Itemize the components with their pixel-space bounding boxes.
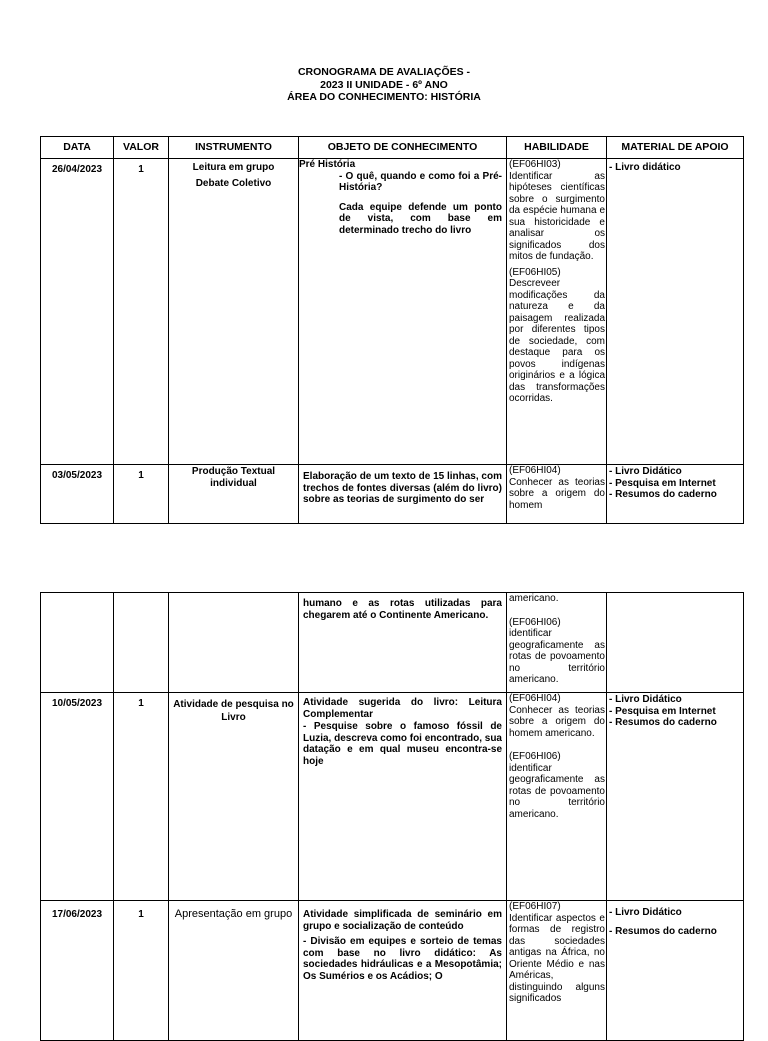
habilidade-item: (EF06HI06) identificar geograficamente as rotas de povoamento no território americano.: [509, 751, 605, 820]
material-item: - Livro didático: [609, 162, 681, 173]
table-row-continued: [41, 593, 744, 693]
col-header-instrumento: INSTRUMENTO: [169, 137, 299, 159]
material-item: - Livro Didático: [609, 907, 682, 918]
objeto-question: - O quê, quando e como foi a Pré-História?: [339, 170, 502, 193]
cell-valor: 1: [114, 159, 169, 465]
cell-material: [607, 465, 744, 524]
objeto-paragraph: - Divisão em equipes e sorteio de temas com base no livro didático: As sociedades hidráulicas e a Mesopotâmia; Os Sumérios e os Acádios; O: [303, 936, 502, 982]
table-row: [41, 693, 744, 901]
table-header-row: [41, 137, 744, 159]
cell-objeto: Elaboração de um texto de 15 linhas, com trechos de fontes diversas (além do livro) sobre as teorias de surgimento do ser: [299, 465, 507, 524]
cell-valor: [114, 593, 169, 693]
instrumento-line: Leitura em grupo: [192, 162, 275, 173]
cell-material: [607, 159, 744, 465]
col-header-valor: VALOR: [114, 137, 169, 159]
title-line-1: CRONOGRAMA DE AVALIAÇÕES -: [297, 66, 471, 78]
objeto-paragraph: Atividade simplificada de seminário em grupo e socialização de conteúdo: [303, 909, 502, 932]
col-header-material: MATERIAL DE APOIO: [607, 137, 744, 159]
material-item: - Livro Didático: [609, 466, 682, 477]
col-header-data: DATA: [41, 137, 114, 159]
cell-data: 26/04/2023: [41, 159, 114, 465]
title-line-3: ÁREA DO CONHECIMENTO: HISTÓRIA: [287, 91, 481, 103]
table-row: [41, 901, 744, 1041]
cell-data: 03/05/2023: [41, 465, 114, 524]
cell-material: [607, 693, 744, 901]
objeto-paragraph: Cada equipe defende um ponto de vista, com base em determinado trecho do livro: [339, 201, 502, 236]
cell-data: [41, 593, 114, 693]
cell-habilidade: (EF06HI04) Conhecer as teorias sobre a origem do homem: [507, 465, 607, 524]
cell-data: 10/05/2023: [41, 693, 114, 901]
schedule-table-page-2: [40, 592, 744, 1041]
cell-instrumento: Atividade de pesquisa no Livro: [169, 693, 299, 901]
cell-instrumento: Apresentação em grupo: [169, 901, 299, 1041]
cell-instrumento: [169, 159, 299, 465]
instrumento-line: Debate Coletivo: [195, 177, 272, 189]
cell-habilidade: [507, 159, 607, 465]
document-title: [0, 66, 768, 104]
objeto-paragraph: - Pesquise sobre o famoso fóssil de Luzia, descreva como foi encontrado, sua datação e em qual museu encontra-se hoje: [303, 721, 502, 767]
cell-instrumento: [169, 593, 299, 693]
objeto-heading: Pré História: [299, 159, 356, 170]
title-line-2: 2023 II UNIDADE - 6º ANO: [320, 78, 448, 91]
habilidade-item: (EF06HI05) Descreveer modificações da natureza e da paisagem realizada por diferentes tipos de sociedade, com destaque para os povos indígenas originários e a lógica das transformações ocorridas.: [509, 266, 605, 404]
habilidade-item: (EF06HI03) Identificar as hipóteses científicas sobre o surgimento da espécie humana e sua historicidade e analisar os significados dos mitos de fundação.: [509, 159, 605, 262]
material-item: - Livro Didático: [609, 694, 682, 705]
cell-habilidade: (EF06HI07) Identificar aspectos e formas de registro das sociedades antigas na África, no Oriente Médio e nas Américas, distinguindo alguns significados: [507, 901, 607, 1041]
objeto-paragraph: Atividade sugerida do livro: Leitura Complementar: [303, 697, 502, 720]
cell-objeto: [299, 693, 507, 901]
table-row: [41, 465, 744, 524]
col-header-objeto: OBJETO DE CONHECIMENTO: [299, 137, 507, 159]
col-header-habilidade: HABILIDADE: [507, 137, 607, 159]
habilidade-item: (EF06HI04) Conhecer as teorias sobre a origem do homem americano.: [509, 693, 605, 739]
cell-data: 17/06/2023: [41, 901, 114, 1041]
cell-habilidade: [507, 593, 607, 693]
cell-material: [607, 901, 744, 1041]
cell-habilidade: [507, 693, 607, 901]
cell-valor: 1: [114, 693, 169, 901]
material-item: - Pesquisa em Internet: [609, 477, 716, 489]
schedule-table-page-1: [40, 136, 744, 524]
cell-objeto: [299, 159, 507, 465]
cell-instrumento: Produção Textual individual: [169, 465, 299, 524]
cell-valor: 1: [114, 901, 169, 1041]
material-item: - Pesquisa em Internet: [609, 705, 716, 717]
material-item: - Resumos do caderno: [609, 489, 717, 500]
cell-objeto: humano e as rotas utilizadas para chegarem até o Continente Americano.: [299, 593, 507, 693]
table-row: [41, 159, 744, 465]
cell-objeto: [299, 901, 507, 1041]
material-item: - Resumos do caderno: [609, 717, 717, 728]
material-item: - Resumos do caderno: [609, 925, 717, 937]
cell-valor: 1: [114, 465, 169, 524]
cell-material: [607, 593, 744, 693]
habilidade-item: americano.: [509, 593, 559, 604]
habilidade-item: (EF06HI06) identificar geograficamente as rotas de povoamento no território americano.: [509, 616, 605, 685]
